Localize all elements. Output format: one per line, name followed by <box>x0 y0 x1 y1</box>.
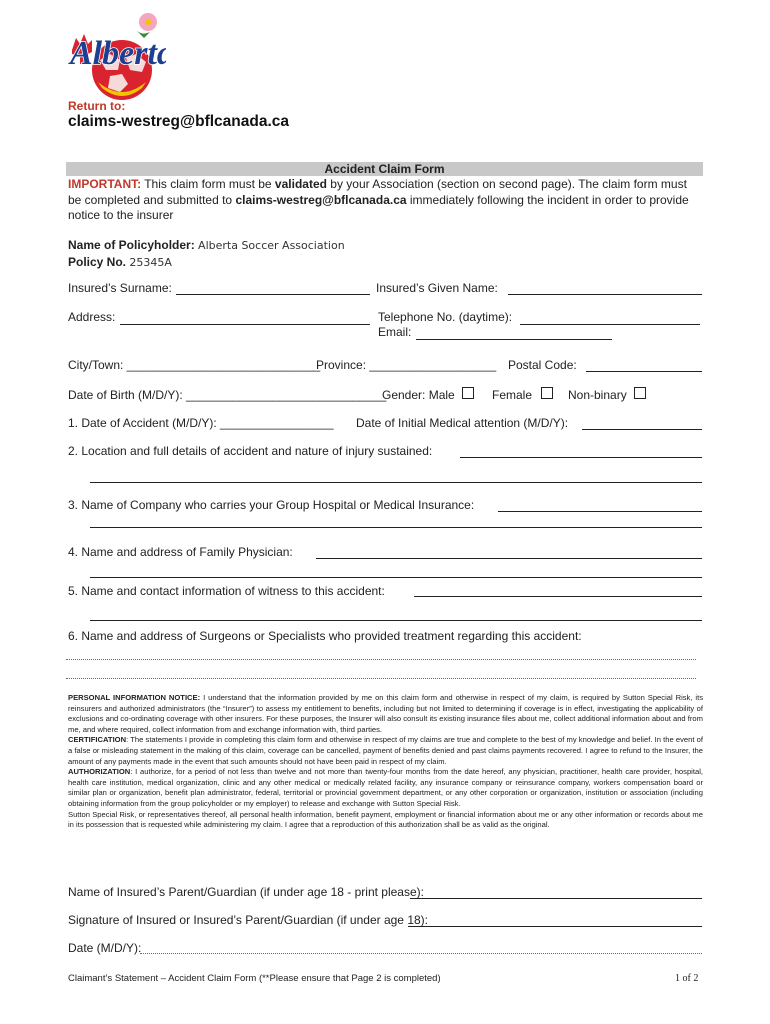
q4-field-line2[interactable] <box>90 577 702 578</box>
policyholder-value: Alberta Soccer Association <box>198 239 345 252</box>
important-text-3: immediately following the incident in order to provide notice to the insurer <box>68 192 689 222</box>
email-label: Email: <box>378 325 412 339</box>
policy-no-label: Policy No. <box>68 255 127 269</box>
telephone-label: Telephone No. (daytime): <box>378 310 513 324</box>
guardian-name-field[interactable] <box>410 898 702 899</box>
q3-label: 3. Name of Company who carries your Group Hospital or Medical Insurance: <box>68 498 475 512</box>
q1-date-of-accident: 1. Date of Accident (M/D/Y): _________________ <box>68 416 334 430</box>
surname-label: Insured’s Surname: <box>68 281 172 295</box>
q6-field-line2[interactable] <box>66 678 696 679</box>
given-name-label: Insured’s Given Name: <box>376 281 498 295</box>
q6-label: 6. Name and address of Surgeons or Specialists who provided treatment regarding this accident: <box>68 629 582 643</box>
q6-field-line1[interactable] <box>66 659 696 660</box>
telephone-field[interactable] <box>520 324 700 325</box>
legal-notice <box>68 693 703 831</box>
female-label: Female <box>492 388 533 402</box>
date-label: Date (M/D/Y): <box>68 941 142 955</box>
address-label: Address: <box>68 310 116 324</box>
important-email: claims-westreg@bflcanada.ca <box>235 192 407 207</box>
gender-label: Gender: Male <box>382 388 455 402</box>
q5-field-line1[interactable] <box>414 596 702 597</box>
postal-code-field[interactable] <box>586 371 702 372</box>
important-notice <box>68 177 698 224</box>
return-label: Return to: <box>68 99 126 113</box>
policyholder-label: Name of Policyholder: <box>68 238 195 252</box>
q3-field-line1[interactable] <box>498 511 702 512</box>
gender-female-checkbox[interactable] <box>541 387 553 399</box>
q5-field-line2[interactable] <box>90 620 702 621</box>
signature-label: Signature of Insured or Insured’s Parent/Guardian (if under age 18): <box>68 913 428 927</box>
q4-label: 4. Name and address of Family Physician: <box>68 545 293 559</box>
important-bold: validated <box>274 177 327 191</box>
notice-p1-label: PERSONAL INFORMATION NOTICE: <box>68 693 201 702</box>
signature-field[interactable] <box>408 926 702 927</box>
important-text-2: by your Association (section on second page). The claim form must be completed and submitted to <box>68 177 687 207</box>
nonbinary-label: Non-binary <box>568 388 627 402</box>
notice-p3-text: : I authorize, for a period of not less than twelve and not more than twenty-four months from the date hereof, any physician, practitioner, health care provider, hospital, health care institution, medical organization, clinic and any other medical or medically related facility, any insurance company or reinsurance company, workers compensation board or similar plan or organization, benefit plan administrator, federal, territorial or provincial government department, or any other corporation or organization, institution or association (including obtaining information from the group policyholder or my employer) to release and exchange with Sutton Special Risk. <box>68 767 703 808</box>
policy-no-value: 25345A <box>129 256 172 269</box>
given-name-field[interactable] <box>508 294 702 295</box>
email-field[interactable] <box>416 339 612 340</box>
notice-p2-text: : The statements I provide in completing this claim form and otherwise in respect of my claims are true and complete to the best of my knowledge and belief. In the event of a false or misleading statement in the making of this claim, coverage can be cancelled, payment of benefits denied and past claims payments recovered. I agree to refund to the Insurer, the amount of any payments made in the event that such amounts should not have been paid in respect of my claim. <box>68 735 703 766</box>
logo-wordmark: Alberta <box>70 35 166 72</box>
gender-nonbinary-checkbox[interactable] <box>634 387 646 399</box>
alberta-logo <box>62 10 166 102</box>
city-label: City/Town: _____________________________ <box>68 358 321 372</box>
guardian-name-label: Name of Insured’s Parent/Guardian (if under age 18 - print please): <box>68 885 424 899</box>
q1-initial-medical-label: Date of Initial Medical attention (M/D/Y): <box>356 416 569 430</box>
important-label: IMPORTANT: <box>68 177 142 191</box>
page-number: 1 of 2 <box>675 973 699 984</box>
notice-p2-label: CERTIFICATION <box>68 735 127 745</box>
date-field[interactable] <box>140 953 702 954</box>
q2-field-line1[interactable] <box>460 457 702 458</box>
q2-label: 2. Location and full details of accident and nature of injury sustained: <box>68 444 433 458</box>
gender-male-checkbox[interactable] <box>462 387 474 399</box>
postal-code-label: Postal Code: <box>508 358 577 372</box>
footer-text: Claimant’s Statement – Accident Claim Form (**Please ensure that Page 2 is completed) <box>68 973 441 984</box>
q4-field-line1[interactable] <box>316 558 702 559</box>
address-field[interactable] <box>120 324 370 325</box>
q1-initial-medical-field[interactable] <box>582 429 702 430</box>
notice-p3-label: AUTHORIZATION <box>68 767 131 777</box>
form-title: Accident Claim Form <box>324 162 445 176</box>
notice-p1-text: I understand that the information provided by me on this claim form and otherwise in respect of my claim, is required by Sutton Special Risk, its reinsurers and authorized administrators (the “Insurer”) to assess my entitlement to benefits, including but not limited to determining if coverage is in effect, investigating the applicability of exclusions and co-ordinating coverage with other insurers. For these purposes, the Insurer will also consult its existing insurance files about me, collect additional information about and from me, and where required, collect information from and exchange information with, third parties. <box>68 693 703 734</box>
q2-field-line2[interactable] <box>90 482 702 483</box>
return-email: claims-westreg@bflcanada.ca <box>68 113 290 130</box>
q5-label: 5. Name and contact information of witness to this accident: <box>68 584 385 598</box>
surname-field[interactable] <box>176 294 370 295</box>
q3-field-line2[interactable] <box>90 527 702 528</box>
dob-label: Date of Birth (M/D/Y): ______________________________ <box>68 388 387 402</box>
policy-info <box>68 237 345 271</box>
important-text-1: This claim form must be <box>141 177 275 191</box>
province-label: Province: ___________________ <box>316 358 497 372</box>
notice-p4-text: Sutton Special Risk, or representatives thereof, all personal health information, benefit payment, employment or financial information about me or any other information or records about me in its possession that is requested while administering my claim. I agree that a reproduction of this authorization shall be as valid as the original. <box>68 809 703 830</box>
